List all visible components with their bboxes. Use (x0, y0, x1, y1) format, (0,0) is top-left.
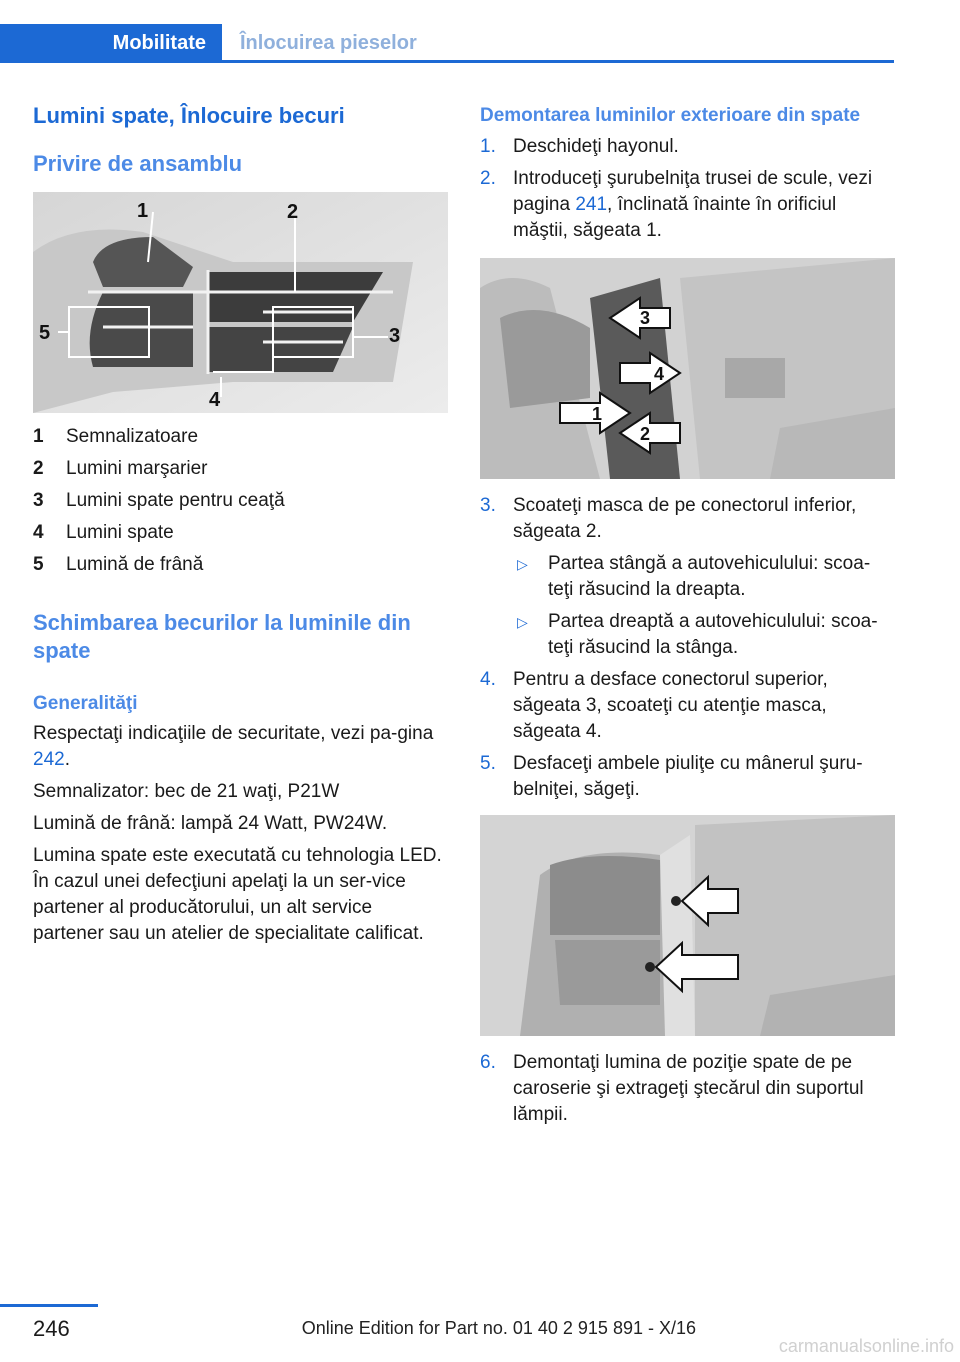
legend-list (33, 421, 448, 581)
mask-removal-image (480, 258, 895, 479)
figure-callout: 1 (592, 404, 603, 424)
list-item: ▷ Partea dreaptă a autovehiculului: scoa‐teţi răsucind la stânga. (517, 611, 878, 658)
list-item: 4. Pentru a desface conectorul superior, săgeata 3, scoateţi cu atenţie masca, săgeata 4. (480, 669, 828, 742)
list-item: 3 Lumini spate pentru ceaţă (33, 490, 285, 511)
list-item: 2 Lumini marşarier (33, 458, 208, 479)
list-item: 5 Lumină de frână (33, 554, 204, 575)
list-item: 4 Lumini spate (33, 522, 174, 543)
general-title: Generalităţi (33, 693, 138, 714)
figure-callout: 3 (640, 308, 651, 328)
overview-title: Privire de ansamblu (33, 151, 243, 176)
page-number: 246 (33, 1316, 70, 1341)
header-divider (0, 60, 894, 63)
steps-list-c (480, 1050, 895, 1128)
safety-paragraph: Respectaţi indicaţiile de securitate, vezi pa‐gina 242. (33, 723, 434, 770)
brake-bulb-text: Lumină de frână: lampă 24 Watt, PW24W. (33, 813, 388, 834)
page-link-241[interactable]: 241 (575, 194, 608, 215)
list-item: 2. Introduceţi şurubelniţa trusei de scule, vezi pagina 241, înclinată înainte în orificiul măştii, săgeata 1. (480, 168, 873, 241)
tab-inlocuirea-pieselor[interactable]: Înlocuirea pieselor (240, 32, 417, 54)
header-tabs (0, 24, 894, 64)
list-item: 1 Semnalizatoare (33, 426, 199, 447)
edition-text: Online Edition for Part no. 01 40 2 915 891 - X/16 (301, 1318, 696, 1338)
indicator-bulb-text: Semnalizator: bec de 21 waţi, P21W (33, 781, 340, 802)
list-item: 6. Demontaţi lumina de poziţie spate de pe caroserie şi extrageţi ştecărul din suportul lămpii. (480, 1052, 864, 1125)
figure-callout: 4 (654, 364, 665, 384)
steps-list-b (480, 493, 895, 803)
tail-light-overview-image (33, 192, 448, 413)
page-link-242[interactable]: 242 (33, 749, 65, 770)
list-item: 3. Scoateţi masca de pe conectorul inferior, săgeata 2. ▷ Partea stângă a autovehiculului: scoa‐teţi răsucind la dreapta. ▷ Partea dreaptă a autovehiculului: scoa‐teţi răsucind la stânga. (480, 493, 895, 661)
left-column (33, 100, 448, 947)
triangle-bullet-icon: ▷ (517, 614, 528, 630)
steps-list-a (480, 134, 895, 244)
watermark: carmanualsonline.info (778, 1336, 954, 1356)
figure-callout: 3 (389, 325, 401, 347)
right-column (480, 100, 895, 1134)
figure-callout: 2 (287, 201, 299, 223)
figure-callout: 5 (39, 322, 51, 344)
led-text: Lumina spate este executată cu tehnologia LED. În cazul unei defecţiuni apelaţi la un ser‐vice partener al producătorului, un alt service partener sau un atelier de specialitate calificat. (33, 845, 442, 944)
removal-title: Demontarea luminilor exterioare din spate (480, 105, 861, 126)
list-item: 5. Desfaceţi ambele piuliţe cu mânerul şuru‐belniţei, săgeţi. (480, 753, 863, 800)
figure-callout: 4 (209, 389, 221, 411)
sub-list (513, 551, 895, 661)
footer-divider (0, 1304, 98, 1307)
figure-callout: 2 (640, 424, 651, 444)
list-item: 1. Deschideţi hayonul. (480, 136, 679, 157)
figure-callout: 1 (137, 200, 149, 222)
nuts-removal-image (480, 815, 895, 1036)
list-item: ▷ Partea stângă a autovehiculului: scoa‐teţi răsucind la dreapta. (517, 553, 871, 600)
replace-bulbs-title: Schimbarea becurilor la luminile din spate (33, 610, 411, 663)
triangle-bullet-icon: ▷ (517, 556, 528, 572)
tab-mobilitate[interactable]: Mobilitate (0, 24, 222, 62)
section-title: Lumini spate, Înlocuire becuri (33, 103, 345, 128)
